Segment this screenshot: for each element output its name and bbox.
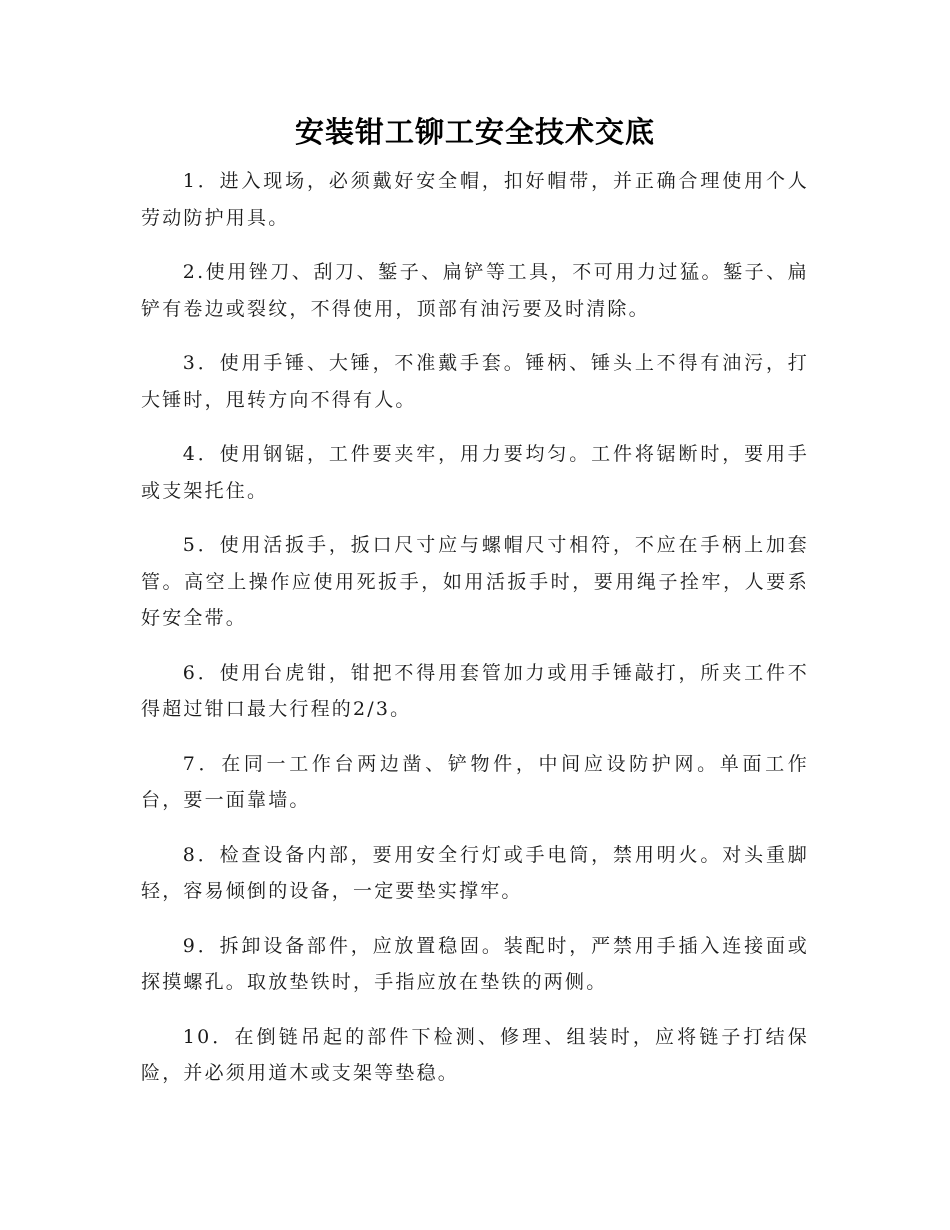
- paragraph-8: 8．检查设备内部，要用安全行灯或手电筒，禁用明火。对头重脚轻，容易倾倒的设备，一定要垫实撑牢。: [141, 843, 809, 902]
- paragraph-7: 7．在同一工作台两边凿、铲物件，中间应设防护网。单面工作台，要一面靠墙。: [141, 752, 809, 811]
- paragraph-9: 9．拆卸设备部件，应放置稳固。装配时，严禁用手插入连接面或探摸螺孔。取放垫铁时，手指应放在垫铁的两侧。: [141, 934, 809, 993]
- paragraph-6: 6．使用台虎钳，钳把不得用套管加力或用手锤敲打，所夹工件不得超过钳口最大行程的2/3。: [141, 661, 809, 720]
- paragraph-3: 3．使用手锤、大锤，不准戴手套。锤柄、锤头上不得有油污，打大锤时，甩转方向不得有人。: [141, 352, 809, 411]
- paragraph-5: 5．使用活扳手，扳口尺寸应与螺帽尺寸相符，不应在手柄上加套管。高空上操作应使用死扳手，如用活扳手时，要用绳子拴牢，人要系好安全带。: [141, 534, 809, 629]
- paragraph-1: 1．进入现场，必须戴好安全帽，扣好帽带，并正确合理使用个人劳动防护用具。: [141, 170, 809, 229]
- paragraph-4: 4．使用钢锯，工件要夹牢，用力要均匀。工件将锯断时，要用手或支架托住。: [141, 443, 809, 502]
- document-body: [141, 163, 809, 1110]
- paragraph-2: 2.使用锉刀、刮刀、錾子、扁铲等工具，不可用力过猛。錾子、扁铲有卷边或裂纹，不得使用，顶部有油污要及时清除。: [141, 261, 809, 320]
- paragraph-10: 10．在倒链吊起的部件下检测、修理、组装时，应将链子打结保险，并必须用道木或支架等垫稳。: [141, 1025, 809, 1084]
- document-title: 安装钳工铆工安全技术交底: [294, 115, 655, 149]
